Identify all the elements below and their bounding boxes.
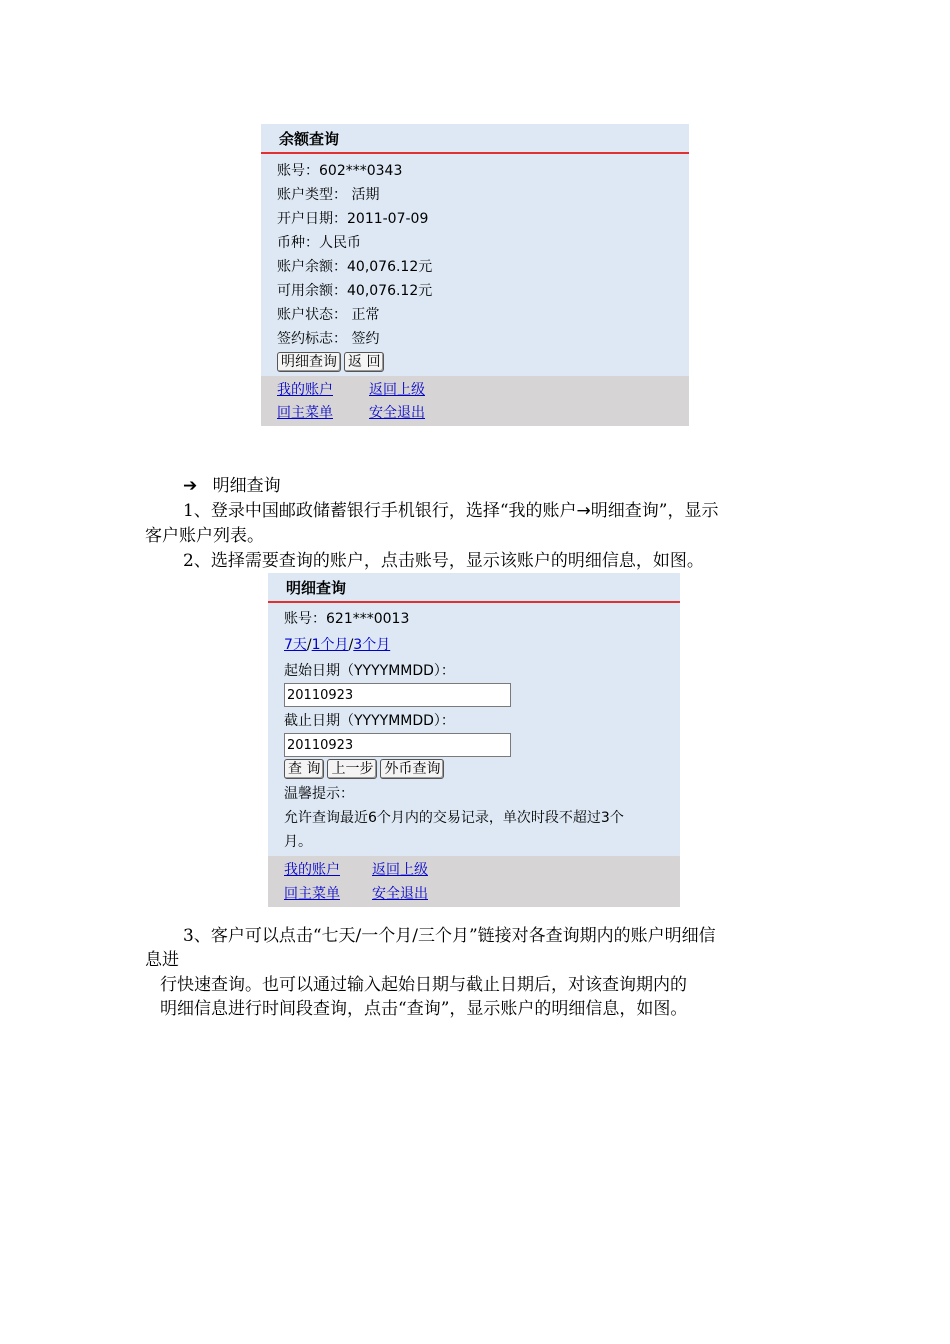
back-up-link[interactable]: 返回上级	[372, 862, 428, 878]
section-heading	[183, 474, 281, 498]
available-balance: 可用余额：40,076.12元	[277, 283, 433, 299]
end-date-input[interactable]: 20110923	[284, 733, 511, 757]
account-balance: 账户余额：40,076.12元	[277, 259, 433, 275]
paragraph-3-line-2: 息进	[145, 950, 179, 970]
detail-query-button[interactable]: 明细查询	[277, 352, 341, 372]
detail-inquiry-screenshot	[268, 573, 680, 907]
balance-footer	[261, 376, 689, 426]
period-1-month-link[interactable]: 1个月	[311, 637, 349, 653]
p1-text-a: 1、登录中国邮政储蓄银行手机银行，选择“我的账户	[183, 501, 577, 521]
paragraph-3-line-1: 3、客户可以点击“七天/一个月/三个月”链接对各查询期内的账户明细信	[183, 926, 716, 946]
back-button[interactable]: 返 回	[344, 352, 384, 372]
foreign-currency-query-button[interactable]: 外币查询	[380, 759, 444, 779]
paragraph-3-line-4: 明细信息进行时间段查询，点击“查询”，显示账户的明细信息，如图。	[160, 999, 688, 1019]
tip-line-2: 月。	[284, 834, 312, 850]
my-account-link[interactable]: 我的账户	[277, 382, 333, 398]
period-separator: /	[348, 637, 354, 653]
period-links	[284, 634, 390, 654]
detail-title: 明细查询	[268, 573, 680, 603]
p1-text-b: 明细查询”，显示	[590, 501, 719, 521]
open-date: 开户日期：2011-07-09	[277, 211, 429, 227]
main-menu-link[interactable]: 回主菜单	[284, 886, 340, 902]
start-date-input[interactable]: 20110923	[284, 683, 511, 707]
query-button[interactable]: 查 询	[284, 759, 324, 779]
end-date-label: 截止日期（YYYYMMDD）：	[284, 713, 455, 729]
my-account-link[interactable]: 我的账户	[284, 862, 340, 878]
arrow-inline-icon: →	[576, 501, 591, 521]
period-3-months-link[interactable]: 3个月	[353, 637, 391, 653]
account-type: 账户类型： 活期	[277, 187, 380, 203]
tip-title: 温馨提示：	[284, 786, 354, 802]
safe-exit-link[interactable]: 安全退出	[372, 886, 428, 902]
paragraph-3-line-3: 行快速查询。也可以通过输入起始日期与截止日期后，对该查询期内的	[160, 975, 687, 995]
period-separator: /	[306, 637, 312, 653]
balance-title: 余额查询	[261, 124, 689, 154]
tip-line-1: 允许查询最近6个月内的交易记录，单次时段不超过3个	[284, 810, 624, 826]
previous-step-button[interactable]: 上一步	[327, 759, 377, 779]
balance-inquiry-screenshot	[261, 124, 689, 426]
safe-exit-link[interactable]: 安全退出	[369, 405, 425, 421]
arrow-right-icon: ➔	[183, 476, 198, 496]
main-menu-link[interactable]: 回主菜单	[277, 405, 333, 421]
signing-flag: 签约标志： 签约	[277, 331, 380, 347]
period-7-days-link[interactable]: 7天	[284, 637, 307, 653]
balance-button-row	[277, 352, 387, 372]
paragraph-1-line-1	[183, 499, 718, 523]
start-date-label: 起始日期（YYYYMMDD）：	[284, 663, 455, 679]
back-up-link[interactable]: 返回上级	[369, 382, 425, 398]
account-number: 账号：602***0343	[277, 163, 403, 179]
paragraph-1-line-2: 客户账户列表。	[145, 526, 264, 546]
detail-footer	[268, 856, 680, 907]
detail-account: 账号：621***0013	[284, 611, 410, 627]
detail-button-row	[284, 759, 447, 779]
paragraph-2: 2、选择需要查询的账户，点击账号，显示该账户的明细信息，如图。	[183, 551, 704, 571]
account-status: 账户状态： 正常	[277, 307, 380, 323]
currency: 币种：人民币	[277, 235, 361, 251]
section-heading-text: 明细查询	[212, 476, 281, 496]
